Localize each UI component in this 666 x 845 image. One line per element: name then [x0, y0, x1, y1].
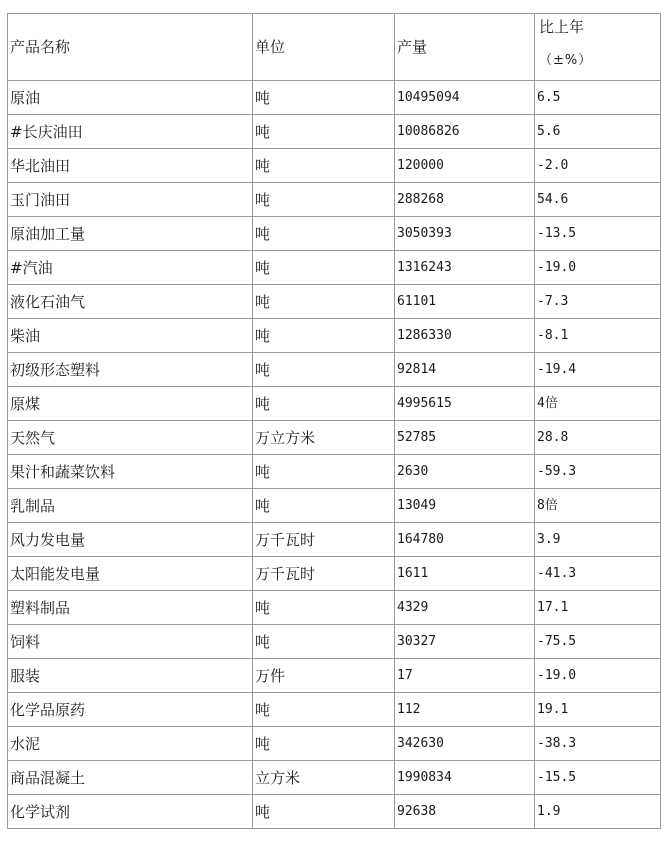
cell-product-name: 水泥	[8, 727, 253, 761]
cell-unit: 万千瓦时	[253, 557, 395, 591]
table-row	[8, 523, 661, 557]
cell-output: 61101	[395, 285, 535, 319]
cell-change: -75.5	[535, 625, 661, 659]
table-row	[8, 319, 661, 353]
header-change-label: 比上年	[539, 18, 585, 36]
table-row	[8, 761, 661, 795]
cell-change: 4倍	[535, 387, 661, 421]
cell-change: 8倍	[535, 489, 661, 523]
cell-unit: 吨	[253, 387, 395, 421]
cell-product-name: 原煤	[8, 387, 253, 421]
cell-output: 3050393	[395, 217, 535, 251]
cell-output: 92638	[395, 795, 535, 829]
cell-change: -59.3	[535, 455, 661, 489]
cell-product-name: 服装	[8, 659, 253, 693]
cell-product-name: 商品混凝土	[8, 761, 253, 795]
cell-change: 17.1	[535, 591, 661, 625]
header-change-unit: （±%）	[539, 53, 593, 68]
cell-product-name: 塑料制品	[8, 591, 253, 625]
cell-product-name: 风力发电量	[8, 523, 253, 557]
cell-change: -15.5	[535, 761, 661, 795]
product-output-table	[7, 13, 661, 829]
cell-output: 288268	[395, 183, 535, 217]
table-row	[8, 693, 661, 727]
cell-unit: 吨	[253, 727, 395, 761]
cell-change: -8.1	[535, 319, 661, 353]
cell-output: 17	[395, 659, 535, 693]
cell-change: 28.8	[535, 421, 661, 455]
cell-output: 164780	[395, 523, 535, 557]
cell-unit: 万件	[253, 659, 395, 693]
cell-unit: 吨	[253, 183, 395, 217]
header-change-wrapper	[537, 14, 660, 80]
cell-output: 1611	[395, 557, 535, 591]
cell-product-name: 化学品原药	[8, 693, 253, 727]
cell-unit: 立方米	[253, 761, 395, 795]
table-row	[8, 659, 661, 693]
cell-output: 10495094	[395, 81, 535, 115]
cell-product-name: 原油	[8, 81, 253, 115]
table-row	[8, 183, 661, 217]
cell-change: -19.4	[535, 353, 661, 387]
cell-change: -41.3	[535, 557, 661, 591]
cell-output: 1990834	[395, 761, 535, 795]
table-body	[8, 14, 661, 829]
cell-output: 112	[395, 693, 535, 727]
cell-unit: 吨	[253, 625, 395, 659]
header-change	[535, 14, 661, 81]
cell-product-name: 华北油田	[8, 149, 253, 183]
cell-output: 4329	[395, 591, 535, 625]
cell-product-name: #汽油	[8, 251, 253, 285]
cell-output: 52785	[395, 421, 535, 455]
cell-product-name: 初级形态塑料	[8, 353, 253, 387]
table-row	[8, 251, 661, 285]
cell-output: 10086826	[395, 115, 535, 149]
cell-output: 1286330	[395, 319, 535, 353]
cell-product-name: 柴油	[8, 319, 253, 353]
table-row	[8, 81, 661, 115]
cell-product-name: 乳制品	[8, 489, 253, 523]
cell-unit: 吨	[253, 455, 395, 489]
table-header-row	[8, 14, 661, 81]
cell-output: 1316243	[395, 251, 535, 285]
cell-product-name: 饲料	[8, 625, 253, 659]
cell-output: 92814	[395, 353, 535, 387]
cell-product-name: 原油加工量	[8, 217, 253, 251]
table-row	[8, 421, 661, 455]
cell-change: -19.0	[535, 251, 661, 285]
cell-output: 4995615	[395, 387, 535, 421]
table-row	[8, 795, 661, 829]
cell-product-name: 天然气	[8, 421, 253, 455]
cell-unit: 万千瓦时	[253, 523, 395, 557]
cell-product-name: 果汁和蔬菜饮料	[8, 455, 253, 489]
cell-product-name: 玉门油田	[8, 183, 253, 217]
cell-unit: 吨	[253, 591, 395, 625]
header-output: 产量	[395, 14, 535, 81]
cell-product-name: 太阳能发电量	[8, 557, 253, 591]
cell-change: 3.9	[535, 523, 661, 557]
header-product-name: 产品名称	[8, 14, 253, 81]
cell-unit: 吨	[253, 81, 395, 115]
cell-change: -13.5	[535, 217, 661, 251]
cell-unit: 吨	[253, 693, 395, 727]
cell-product-name: 液化石油气	[8, 285, 253, 319]
header-unit: 单位	[253, 14, 395, 81]
cell-product-name: 化学试剂	[8, 795, 253, 829]
cell-output: 2630	[395, 455, 535, 489]
cell-change: 19.1	[535, 693, 661, 727]
cell-change: -38.3	[535, 727, 661, 761]
table-row	[8, 489, 661, 523]
cell-unit: 吨	[253, 149, 395, 183]
table-row	[8, 217, 661, 251]
table-row	[8, 353, 661, 387]
table-row	[8, 115, 661, 149]
cell-unit: 吨	[253, 353, 395, 387]
table-row	[8, 455, 661, 489]
cell-unit: 万立方米	[253, 421, 395, 455]
cell-unit: 吨	[253, 115, 395, 149]
table-row	[8, 149, 661, 183]
cell-output: 120000	[395, 149, 535, 183]
cell-unit: 吨	[253, 285, 395, 319]
cell-unit: 吨	[253, 251, 395, 285]
table-row	[8, 727, 661, 761]
cell-unit: 吨	[253, 217, 395, 251]
table-row	[8, 387, 661, 421]
table-row	[8, 557, 661, 591]
cell-output: 13049	[395, 489, 535, 523]
cell-change: 5.6	[535, 115, 661, 149]
cell-output: 30327	[395, 625, 535, 659]
cell-change: 1.9	[535, 795, 661, 829]
cell-change: 54.6	[535, 183, 661, 217]
cell-change: -2.0	[535, 149, 661, 183]
cell-unit: 吨	[253, 489, 395, 523]
cell-change: -7.3	[535, 285, 661, 319]
cell-unit: 吨	[253, 795, 395, 829]
cell-output: 342630	[395, 727, 535, 761]
cell-product-name: #长庆油田	[8, 115, 253, 149]
cell-change: -19.0	[535, 659, 661, 693]
table-row	[8, 285, 661, 319]
cell-unit: 吨	[253, 319, 395, 353]
table-row	[8, 625, 661, 659]
table-row	[8, 591, 661, 625]
cell-change: 6.5	[535, 81, 661, 115]
